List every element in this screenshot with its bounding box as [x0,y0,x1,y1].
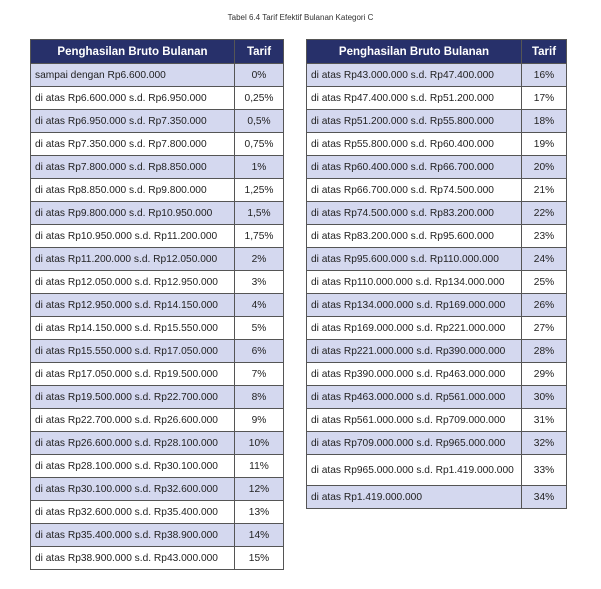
table-row [307,363,567,386]
income-range-cell: di atas Rp14.150.000 s.d. Rp15.550.000 [31,317,235,340]
rate-cell: 0,75% [235,133,284,156]
income-range-cell: di atas Rp95.600.000 s.d. Rp110.000.000 [307,248,522,271]
income-range-cell: di atas Rp463.000.000 s.d. Rp561.000.000 [307,386,522,409]
income-range-cell: di atas Rp38.900.000 s.d. Rp43.000.000 [31,547,235,570]
table-row [31,202,284,225]
rate-cell: 31% [522,409,567,432]
rate-cell: 12% [235,478,284,501]
rate-cell: 20% [522,156,567,179]
table-row [31,156,284,179]
income-range-cell: di atas Rp28.100.000 s.d. Rp30.100.000 [31,455,235,478]
rate-cell: 0% [235,64,284,87]
table-row [31,317,284,340]
rate-cell: 3% [235,271,284,294]
rate-cell: 15% [235,547,284,570]
income-range-cell: di atas Rp169.000.000 s.d. Rp221.000.000 [307,317,522,340]
table-row [307,386,567,409]
table-row [307,64,567,87]
rate-cell: 33% [522,455,567,486]
table-row [31,501,284,524]
rate-cell: 5% [235,317,284,340]
table-row [31,478,284,501]
income-range-cell: di atas Rp22.700.000 s.d. Rp26.600.000 [31,409,235,432]
rate-cell: 30% [522,386,567,409]
table-header-row [31,40,284,64]
rate-cell: 7% [235,363,284,386]
income-range-cell: di atas Rp10.950.000 s.d. Rp11.200.000 [31,225,235,248]
rate-cell: 1,75% [235,225,284,248]
table-row [307,340,567,363]
table-row [31,363,284,386]
income-range-cell: di atas Rp8.850.000 s.d. Rp9.800.000 [31,179,235,202]
rate-cell: 32% [522,432,567,455]
income-range-cell: di atas Rp6.600.000 s.d. Rp6.950.000 [31,87,235,110]
table-row [307,156,567,179]
income-range-cell: di atas Rp15.550.000 s.d. Rp17.050.000 [31,340,235,363]
tax-rate-table-left [30,39,284,570]
rate-cell: 4% [235,294,284,317]
table-row [31,64,284,87]
rate-cell: 16% [522,64,567,87]
rate-cell: 9% [235,409,284,432]
income-range-cell: di atas Rp221.000.000 s.d. Rp390.000.000 [307,340,522,363]
table-row [31,110,284,133]
income-range-cell: di atas Rp60.400.000 s.d. Rp66.700.000 [307,156,522,179]
income-range-cell: di atas Rp43.000.000 s.d. Rp47.400.000 [307,64,522,87]
income-range-cell: di atas Rp1.419.000.000 [307,486,522,509]
rate-column-header: Tarif [235,40,284,64]
table-row [307,294,567,317]
rate-cell: 2% [235,248,284,271]
income-range-cell: di atas Rp12.050.000 s.d. Rp12.950.000 [31,271,235,294]
income-range-cell: di atas Rp9.800.000 s.d. Rp10.950.000 [31,202,235,225]
table-row [31,271,284,294]
rate-cell: 17% [522,87,567,110]
rate-cell: 10% [235,432,284,455]
table-row [31,133,284,156]
table-row [307,87,567,110]
income-range-cell: di atas Rp390.000.000 s.d. Rp463.000.000 [307,363,522,386]
table-row [31,455,284,478]
income-range-cell: di atas Rp110.000.000 s.d. Rp134.000.000 [307,271,522,294]
table-row [31,87,284,110]
income-range-cell: di atas Rp134.000.000 s.d. Rp169.000.000 [307,294,522,317]
table-row [307,179,567,202]
rate-cell: 26% [522,294,567,317]
income-range-cell: sampai dengan Rp6.600.000 [31,64,235,87]
rate-cell: 23% [522,225,567,248]
table-caption: Tabel 6.4 Tarif Efektif Bulanan Kategori C [227,13,374,22]
table-row [307,248,567,271]
rate-cell: 21% [522,179,567,202]
rate-cell: 19% [522,133,567,156]
table-row [31,294,284,317]
income-range-cell: di atas Rp17.050.000 s.d. Rp19.500.000 [31,363,235,386]
income-range-cell: di atas Rp32.600.000 s.d. Rp35.400.000 [31,501,235,524]
tax-rate-table-right [306,39,567,509]
rate-cell: 6% [235,340,284,363]
table-row [31,547,284,570]
income-column-header: Penghasilan Bruto Bulanan [31,40,235,64]
table-row [307,317,567,340]
rate-cell: 1% [235,156,284,179]
rate-cell: 34% [522,486,567,509]
rate-cell: 29% [522,363,567,386]
rate-cell: 8% [235,386,284,409]
income-range-cell: di atas Rp7.350.000 s.d. Rp7.800.000 [31,133,235,156]
table-row [31,340,284,363]
table-row [31,409,284,432]
table-row [31,524,284,547]
table-row [307,202,567,225]
income-range-cell: di atas Rp6.950.000 s.d. Rp7.350.000 [31,110,235,133]
table-row [307,432,567,455]
rate-cell: 25% [522,271,567,294]
income-range-cell: di atas Rp55.800.000 s.d. Rp60.400.000 [307,133,522,156]
table-row [307,271,567,294]
table-row [31,179,284,202]
income-range-cell: di atas Rp51.200.000 s.d. Rp55.800.000 [307,110,522,133]
rate-cell: 1,25% [235,179,284,202]
rate-cell: 24% [522,248,567,271]
rate-cell: 22% [522,202,567,225]
table-row [307,455,567,486]
income-range-cell: di atas Rp709.000.000 s.d. Rp965.000.000 [307,432,522,455]
income-range-cell: di atas Rp11.200.000 s.d. Rp12.050.000 [31,248,235,271]
income-range-cell: di atas Rp12.950.000 s.d. Rp14.150.000 [31,294,235,317]
table-row [31,225,284,248]
rate-cell: 11% [235,455,284,478]
table-row [31,248,284,271]
income-column-header: Penghasilan Bruto Bulanan [307,40,522,64]
rate-cell: 0,25% [235,87,284,110]
rate-cell: 0,5% [235,110,284,133]
table-row [31,386,284,409]
income-range-cell: di atas Rp74.500.000 s.d. Rp83.200.000 [307,202,522,225]
income-range-cell: di atas Rp965.000.000 s.d. Rp1.419.000.000 [307,455,522,486]
table-row [307,486,567,509]
income-range-cell: di atas Rp83.200.000 s.d. Rp95.600.000 [307,225,522,248]
income-range-cell: di atas Rp19.500.000 s.d. Rp22.700.000 [31,386,235,409]
table-row [31,432,284,455]
rate-cell: 14% [235,524,284,547]
income-range-cell: di atas Rp30.100.000 s.d. Rp32.600.000 [31,478,235,501]
rate-column-header: Tarif [522,40,567,64]
income-range-cell: di atas Rp26.600.000 s.d. Rp28.100.000 [31,432,235,455]
income-range-cell: di atas Rp35.400.000 s.d. Rp38.900.000 [31,524,235,547]
table-row [307,110,567,133]
rate-cell: 1,5% [235,202,284,225]
table-row [307,409,567,432]
income-range-cell: di atas Rp561.000.000 s.d. Rp709.000.000 [307,409,522,432]
income-range-cell: di atas Rp7.800.000 s.d. Rp8.850.000 [31,156,235,179]
table-row [307,225,567,248]
rate-cell: 27% [522,317,567,340]
income-range-cell: di atas Rp47.400.000 s.d. Rp51.200.000 [307,87,522,110]
table-row [307,133,567,156]
rate-cell: 13% [235,501,284,524]
rate-cell: 18% [522,110,567,133]
table-header-row [307,40,567,64]
rate-cell: 28% [522,340,567,363]
income-range-cell: di atas Rp66.700.000 s.d. Rp74.500.000 [307,179,522,202]
